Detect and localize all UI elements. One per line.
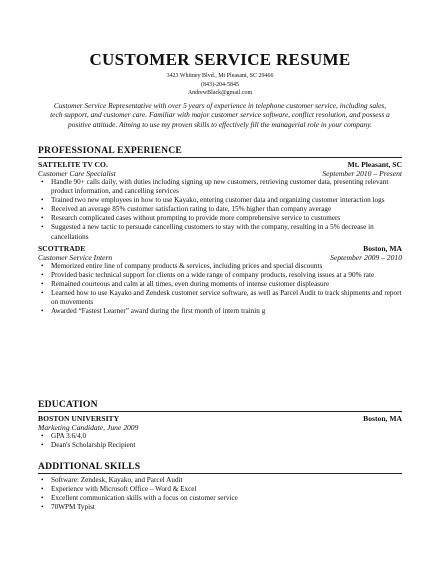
list-item: • Awarded “Fastest Learner” award during the first month of intern trainin g [38, 307, 402, 316]
education-bullets [38, 432, 402, 450]
skills-bullets [38, 476, 402, 512]
list-item: • Memorized entire line of company products & services, including prices and special discounts [38, 262, 402, 271]
school: BOSTON UNIVERSITY [38, 414, 120, 423]
job-subheader [38, 169, 402, 178]
address: 3423 Whitney Blvd., Mt Pleasant, SC 29466 [166, 73, 274, 79]
email: AndrewBlack@gmail.com [187, 90, 253, 97]
degree: Marketing Candidate, June 2009 [38, 423, 139, 432]
phone: (843)-204-5845 [201, 81, 239, 88]
list-item: • Dean's Scholarship Recipient [38, 441, 402, 450]
list-item: • Provided basic technical support for clients on a wide range of company products, resolving issues at a 90% rate [38, 271, 402, 280]
summary: Customer Service Representative with over 5 years of experience in telephone customer service, including sales, tech support, and customer care. Familiar with major customer service software, conflict resolution, and possess a positive attitude. Aiming to use my proven skills to effectively fill the managerial role in your company. [50, 101, 390, 129]
section-heading: ADDITIONAL SKILLS [38, 461, 402, 474]
location: Boston, MA [363, 243, 402, 253]
skills-section [38, 461, 402, 512]
dates: September 2010 – Present [322, 169, 402, 178]
resume-title: CUSTOMER SERVICE RESUME [89, 50, 351, 69]
company: SCOTTRADE [38, 243, 86, 253]
list-item: • Handle 90+ calls daily, with duties including signing up new customers, retrieving customer data, presenting relevant product information, and cancelling services [38, 178, 402, 196]
list-item: • Learned how to use Kayako and Zendesk customer service software, as well as Parcel Audit to track shipments and report on movements [38, 289, 402, 307]
location: Boston, MA [363, 414, 402, 423]
list-item: • Research complicated cases without prompting to provide more comprehensive service to customers [38, 214, 402, 223]
list-item: • Software: Zendesk, Kayako, and Parcel Audit [38, 476, 402, 485]
job-subheader [38, 253, 402, 262]
education-section [38, 399, 402, 450]
section-heading: PROFESSIONAL EXPERIENCE [38, 145, 402, 158]
role: Customer Service Intern [38, 252, 113, 262]
section-heading: EDUCATION [38, 399, 402, 412]
list-item: • Remained courteous and calm at all times, even during moments of intense customer displeasure [38, 280, 402, 289]
experience-section [38, 145, 402, 316]
list-item: • Trained two new employees in how to use Kayako, entering customer data and organizing customer interaction logs [38, 196, 402, 205]
role: Customer Care Specialist [38, 169, 116, 178]
location: Mt. Pleasant, SC [347, 160, 402, 169]
list-item: • GPA 3.6/4.0 [38, 432, 402, 441]
contact-block [0, 72, 440, 98]
list-item: • 70WPM Typist [38, 503, 402, 512]
school-header [38, 414, 402, 423]
dates: September 2009 – 2010 [330, 252, 402, 262]
list-item: • Excellent communication skills with a focus on customer service [38, 494, 402, 503]
list-item: • Experience with Microsoft Office – Word & Excel [38, 485, 402, 494]
list-item: • Received an average 85% customer satisfaction rating to date, 15% higher than company average [38, 205, 402, 214]
job-header [38, 160, 402, 169]
job-header [38, 244, 402, 253]
job-bullets [38, 178, 402, 242]
list-item: • Suggested a new tactic to persuade cancelling customers to stay with the company, resulting in a 5% decrease in cancellations [38, 223, 402, 241]
company: SATTELITE TV CO. [38, 160, 108, 169]
job-bullets [38, 262, 402, 317]
